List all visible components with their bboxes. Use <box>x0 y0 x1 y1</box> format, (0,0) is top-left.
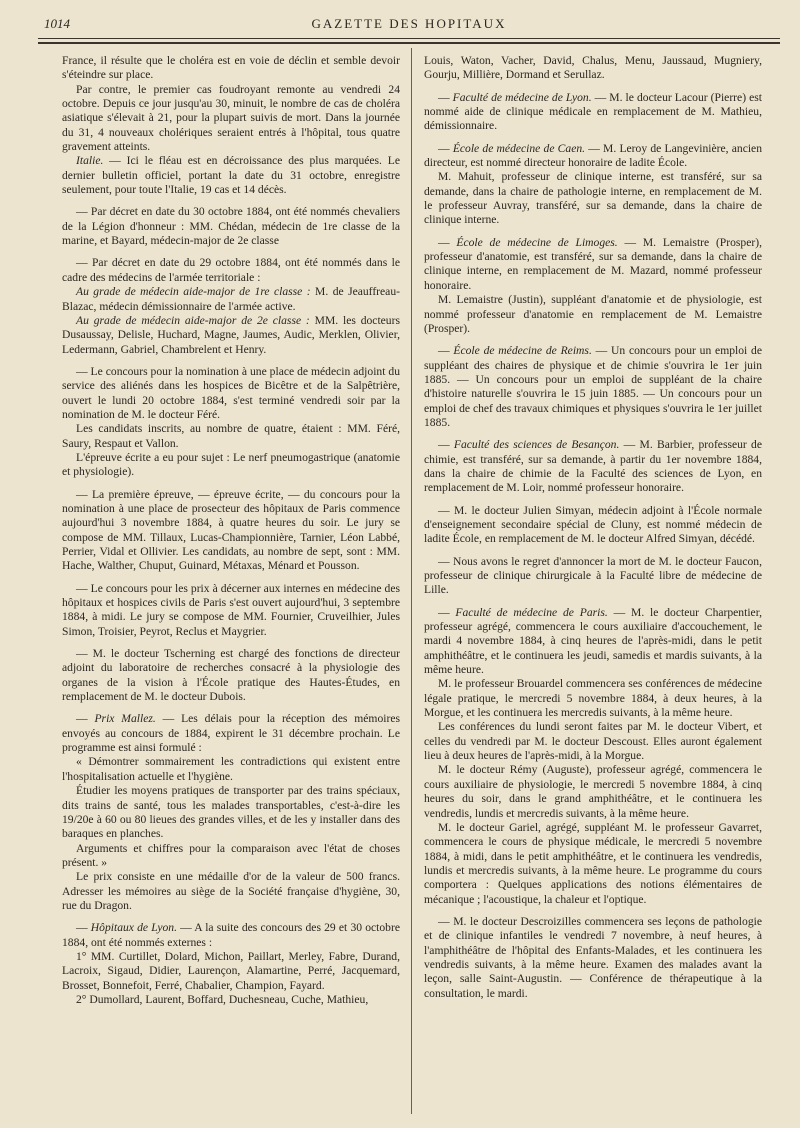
article-paragraph <box>62 83 400 155</box>
italic-heading: Faculté de médecine de Lyon. <box>452 90 592 104</box>
article-paragraph <box>424 677 762 720</box>
italic-heading: Prix Mallez. <box>94 712 156 726</box>
article-paragraph <box>424 606 762 678</box>
paragraph-text: Arguments et chiffres pour la comparaison avec l'état de choses présent. » <box>62 841 400 869</box>
paragraph-text: Les candidats inscrits, au nombre de quatre, étaient : MM. Féré, Saury, Respaut et Vallon. <box>62 422 400 450</box>
italic-heading: Faculté de médecine de Paris. <box>455 605 608 619</box>
article-paragraph <box>424 91 762 134</box>
paragraph-text: 1° MM. Curtillet, Dolard, Michon, Paillart, Merley, Fabre, Durand, Lacroix, Sigaud, Didier, Laurençon, Alamartine, Perré, Jacquemard, Brosset, Bonnefoit, Ferré, Chabalier, Champion, Fayard. <box>62 949 400 992</box>
journal-title: GAZETTE DES HOPITAUX <box>311 16 507 31</box>
article-paragraph <box>424 344 762 430</box>
right-column <box>424 54 762 1114</box>
paragraph-text: — Ici le fléau est en décroissance des plus marquées. Le dernier bulletin officiel, portant la date du 31 octobre, enregistre seulement, pour toute l'Italie, 19 cas et 14 décès. <box>62 154 400 197</box>
paragraph-text: Louis, Waton, Vacher, David, Chalus, Menu, Jaussaud, Mugniery, Gourju, Millière, Dormand et Serullaz. <box>424 54 762 82</box>
italic-heading: École de médecine de Reims. <box>453 344 592 358</box>
paragraph-text: — <box>438 605 456 619</box>
paragraph-text: — Par décret en date du 30 octobre 1884, ont été nommés chevaliers de la Légion d'honneur : MM. Chédan, médecin de 1re classe de la marine, et Bayard, médecin-major de 2e classe <box>62 205 400 248</box>
paragraph-text: — Le concours pour les prix à décerner aux internes en médecine des hôpitaux et hospices civils de Paris s'est ouvert aujourd'hui, 3 septembre 1884, à midi. Le jury se compose de MM. Fournier, Cruveilhier, Jules Simon, Troisier, Peyrot, Reclus et Maygrier. <box>62 581 400 638</box>
paragraph-text: — <box>438 90 453 104</box>
paragraph-text: — Le concours pour la nomination à une place de médecin adjoint du service des aliénés dans les hospices de Bicêtre et de la Salpêtrière, ouvert le lundi 20 octobre 1884, s'est terminé vendredi soir par la nomination de M. le docteur Féré. <box>62 364 400 421</box>
paragraph-text: Les conférences du lundi seront faites par M. le docteur Vibert, et celles du vendredi par M. le docteur Descoust. Elles auront également lieu à deux heures de l'après-midi, à la Morgue. <box>424 720 762 763</box>
article-paragraph <box>62 451 400 480</box>
paragraph-text: — <box>438 438 454 452</box>
article-paragraph <box>62 205 400 248</box>
article-paragraph <box>62 488 400 574</box>
header-rule-thick <box>38 42 780 44</box>
italic-heading: Au grade de médecin aide-major de 1re classe : <box>76 285 311 299</box>
paragraph-text: — A la suite des concours des 29 et 30 octobre 1884, ont été nommés externes : <box>62 921 400 949</box>
article-paragraph <box>62 54 400 83</box>
italic-heading: Au grade de médecin aide-major de 2e classe : <box>76 313 310 327</box>
article-paragraph <box>424 821 762 907</box>
article-paragraph <box>62 285 400 314</box>
paragraph-text: M. Mahuit, professeur de clinique interne, est transféré, sur sa demande, dans la chaire de pathologie interne, en remplacement de M. le professeur Auvray, transféré, sur sa demande, dans la chaire de clinique interne. <box>424 170 762 227</box>
article-paragraph <box>424 170 762 227</box>
left-column <box>62 54 400 1114</box>
article-paragraph <box>62 582 400 639</box>
italic-heading: École de médecine de Caen. <box>452 141 586 155</box>
article-paragraph <box>424 763 762 820</box>
paragraph-text: M. le docteur Rémy (Auguste), professeur agrégé, commencera le cours auxiliaire de physiologie, le mercredi 5 novembre 1884, à cinq heures du soir, dans le grand amphithéâtre, et le continuera les vendredis, lundis et mercredis suivants, à la même heure. <box>424 763 762 820</box>
article-paragraph <box>62 784 400 841</box>
article-paragraph <box>62 647 400 704</box>
article-paragraph <box>424 142 762 171</box>
article-paragraph <box>62 422 400 451</box>
paragraph-text: Étudier les moyens pratiques de transporter par des trains spéciaux, dits trains de santé, tous les malades transportables, c'est-à-dire les 19/20e à 60 ou 80 lieues des grandes villes, et de les y installer dans des baraques en planches. <box>62 784 400 841</box>
paragraph-text: — Par décret en date du 29 octobre 1884, ont été nommés dans le cadre des médecins de l'armée territoriale : <box>62 256 400 284</box>
column-divider <box>411 48 412 1114</box>
paragraph-text: MM. les docteurs Dusaussay, Delisle, Huchard, Magne, Jaumes, Audic, Merklen, Olivier, Ledermann, Gabriel, Chambrelent et Henry. <box>62 313 400 356</box>
article-paragraph <box>62 755 400 784</box>
paragraph-text: — <box>76 921 91 935</box>
article-paragraph <box>62 154 400 197</box>
italic-heading: Faculté des sciences de Besançon. <box>453 438 620 452</box>
page-header <box>38 10 780 36</box>
article-paragraph <box>424 915 762 1001</box>
paragraph-text: — <box>438 141 453 155</box>
paragraph-text: — M. le docteur Tscherning est chargé des fonctions de directeur adjoint du laboratoire de recherches consacré à la physiologie des organes de la vision à l'École pratique des Hautes-Études, en remplacement de M. le docteur Dubois. <box>62 647 400 704</box>
header-rule <box>38 38 780 39</box>
article-paragraph <box>62 365 400 422</box>
paragraph-text: — <box>438 344 454 358</box>
article-paragraph <box>424 720 762 763</box>
paragraph-text: M. le docteur Gariel, agrégé, suppléant M. le professeur Gavarret, commencera le cours de physique médicale, le mercredi 5 novembre 1884, à midi, dans le petit amphithéâtre, et le continuera les vendredis, lundis et mercredis suivants, à la même heure. Le programme du cours comportera : Quelques applications des notions élémentaires de mécanique ; l'acoustique, la chaleur et l'optique. <box>424 820 762 906</box>
paragraph-text: — Nous avons le regret d'annoncer la mort de M. le docteur Faucon, professeur de clinique chirurgicale à la Faculté libre de médecine de Lille. <box>424 554 762 597</box>
article-paragraph <box>424 54 762 83</box>
paragraph-text: France, il résulte que le choléra est en voie de déclin et semble devoir s'éteindre sur place. <box>62 54 400 82</box>
article-paragraph <box>424 236 762 293</box>
paragraph-text: — M. Leroy de Langevinière, ancien directeur, est nommé directeur honoraire de ladite École. <box>424 141 762 170</box>
paragraph-text: L'épreuve écrite a eu pour sujet : Le nerf pneumogastrique (anatomie et physiologie). <box>62 450 400 479</box>
paragraph-text: — M. le docteur Julien Simyan, médecin adjoint à l'École normale d'enseignement secondaire spécial de Cluny, est nommé médecin de ladite École, en remplacement de M. le docteur Alfred Simyan, décédé. <box>424 503 762 546</box>
article-paragraph <box>424 438 762 495</box>
article-paragraph <box>62 256 400 285</box>
article-paragraph <box>62 950 400 993</box>
article-paragraph <box>62 993 400 1007</box>
paragraph-text: — Les délais pour la réception des mémoires envoyés au concours de 1884, expirent le 31 décembre prochain. Le programme est ainsi formulé : <box>62 712 400 755</box>
article-paragraph <box>424 504 762 547</box>
paragraph-text: — La première épreuve, — épreuve écrite, — du concours pour la nomination à une place de prosecteur des hôpitaux de Paris commence aujourd'hui 3 novembre 1884, à quatre heures du soir. Le jury se compose de MM. Tillaux, Lucas-Championnière, Tarnier, Léon Labbé, Perrier, Vidal et Ollivier. Les candidats, au nombre de sept, sont : MM. Hache, Walther, Chuput, Guinard, Métaxas, Ménard et Pousson. <box>62 487 400 573</box>
paragraph-text: — <box>438 235 457 249</box>
article-paragraph <box>424 555 762 598</box>
paragraph-text: M. de Jeauffreau-Blazac, médecin démissionnaire de l'armée active. <box>62 285 400 313</box>
paragraph-text: M. Lemaistre (Justin), suppléant d'anatomie et de physiologie, est nommé professeur d'anatomie en remplacement de M. Lemaistre (Prosper). <box>424 293 762 335</box>
page-number: 1014 <box>44 16 70 31</box>
italic-heading: Hôpitaux de Lyon. <box>90 921 177 935</box>
paragraph-text: — M. le docteur Charpentier, professeur agrégé, commencera le cours auxiliaire d'accouchement, le mardi 4 novembre 1884, à cinq heures de l'après-midi, dans le petit amphithéâtre, et le continuera les jeudi, samedis et mardis suivants, à la même heure. <box>424 605 762 677</box>
article-paragraph <box>62 314 400 357</box>
paragraph-text: — M. le docteur Descroizilles commencera ses leçons de pathologie et de clinique infantiles le vendredi 7 novembre, à neuf heures, à l'amphithéâtre de l'hôpital des Enfants-Malades, et les continuera les vendredis suivants, à la même heure. Examen des malades avant la leçon, salle Saint-Augustin. — Conférence de thérapeutique à la consultation, le mardi. <box>424 914 762 1000</box>
paragraph-text: Le prix consiste en une médaille d'or de la valeur de 500 francs. Adresser les mémoires au siège de la Société française d'hygiène, 30, rue du Dragon. <box>62 870 400 912</box>
paragraph-text: — <box>76 712 95 726</box>
paragraph-text: — Un concours pour un emploi de suppléant des chaires de physique et de chimie s'ouvrira le 1er juin 1885. — Un concours pour un emploi de suppléant de la chaire d'histoire naturelle s'ouvrira le 15 juin 1885. — Un concours pour un emploi de chef des travaux chimiques et physiques s'ouvrira le 1er juillet 1885. <box>424 344 762 429</box>
article-paragraph <box>62 921 400 950</box>
paragraph-text: 2° Dumollard, Laurent, Boffard, Duchesneau, Cuche, Mathieu, <box>76 992 369 1006</box>
paragraph-text: Par contre, le premier cas foudroyant remonte au vendredi 24 octobre. Depuis ce jour jusqu'au 30, minuit, le nombre de cas de choléra asiatique s'élevait à 21, pour la plupart suivis de mort. Dans la journée du 31, 4 nouveaux cholériques seraient entrés à l'hôpital, tous quatre gravement atteints. <box>62 82 400 154</box>
article-paragraph <box>424 293 762 336</box>
paragraph-text: — M. Lemaistre (Prosper), professeur d'anatomie, est transféré, sur sa demande, dans la chaire de clinique interne, en remplacement de M. Mazard, nommé professeur honoraire. <box>424 235 762 292</box>
paragraph-text: M. le professeur Brouardel commencera ses conférences de médecine légale pratique, le mercredi 5 novembre 1884, à deux heures, à la Morgue, et les continuera les mercredis suivants, à la même heure. <box>424 677 762 720</box>
paragraph-text: — M. Barbier, professeur de chimie, est transféré, sur sa demande, à partir du 1er novembre 1884, dans la chaire de chimie de la Faculté des sciences de Lyon, en remplacement de M. Loir, nommé professeur honoraire. <box>424 438 762 495</box>
article-paragraph <box>62 712 400 755</box>
article-paragraph <box>62 870 400 913</box>
italic-heading: Italie. <box>76 154 104 168</box>
italic-heading: École de médecine de Limoges. <box>456 235 618 249</box>
article-paragraph <box>62 842 400 871</box>
paragraph-text: — M. le docteur Lacour (Pierre) est nommé aide de clinique médicale en remplacement de M. Mathieu, démissionnaire. <box>424 90 762 133</box>
paragraph-text: « Démontrer sommairement les contradictions qui existent entre l'hospitalisation actuelle et l'hygiène. <box>62 755 400 783</box>
